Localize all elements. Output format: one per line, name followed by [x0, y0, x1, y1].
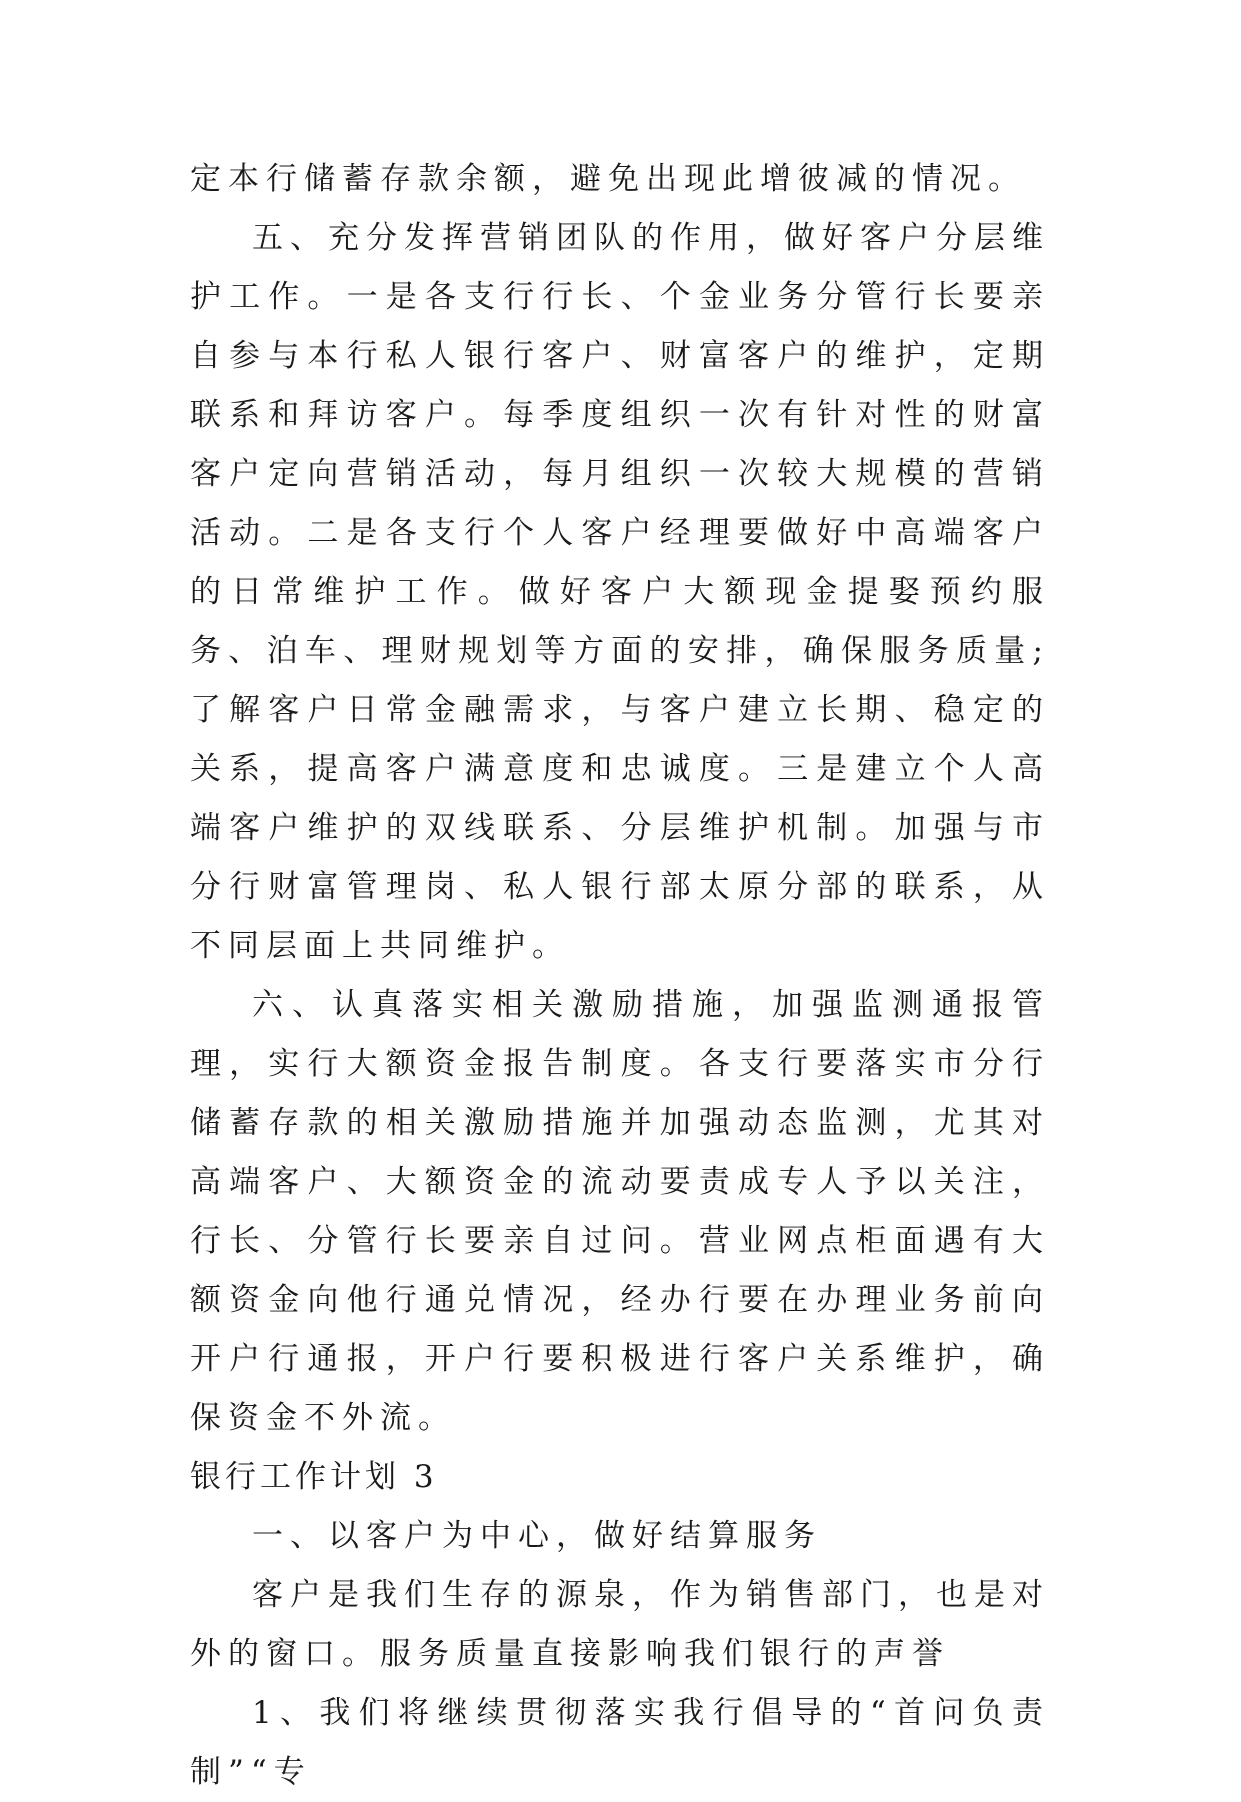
- body-paragraph: 六、认真落实相关激励措施，加强监测通报管理，实行大额资金报告制度。各支行要落实市分行储蓄存款的相关激励措施并加强动态监测，尤其对高端客户、大额资金的流动要责成专人予以关注，行长、分管行长要亲自过问。营业网点柜面遇有大额资金向他行通兑情况，经办行要在办理业务前向开户行通报，开户行要积极进行客户关系维护，确保资金不外流。: [190, 987, 1050, 1436]
- section-heading: 银行工作计划 3: [190, 1459, 438, 1495]
- body-paragraph: 客户是我们生存的源泉，作为销售部门，也是对外的窗口。服务质量直接影响我们银行的声誉: [190, 1577, 1050, 1672]
- body-paragraph: 定本行储蓄存款余额，避免出现此增彼减的情况。: [190, 161, 1026, 197]
- body-paragraph: 五、充分发挥营销团队的作用，做好客户分层维护工作。一是各支行行长、个金业务分管行长要亲自参与本行私人银行客户、财富客户的维护，定期联系和拜访客户。每季度组织一次有针对性的财富客户定向营销活动，每月组织一次较大规模的营销活动。二是各支行个人客户经理要做好中高端客户的日常维护工作。做好客户大额现金提娶预约服务、泊车、理财规划等方面的安排，确保服务质量;了解客户日常金融需求，与客户建立长期、稳定的关系，提高客户满意度和忠诚度。三是建立个人高端客户维护的双线联系、分层维护机制。加强与市分行财富管理岗、私人银行部太原分部的联系，从不同层面上共同维护。: [190, 220, 1050, 964]
- subsection-heading: 一、以客户为中心，做好结算服务: [252, 1518, 822, 1554]
- document-page: [190, 150, 1050, 1802]
- body-paragraph: 1、我们将继续贯彻落实我行倡导的“首问负责制”“专: [190, 1695, 1050, 1790]
